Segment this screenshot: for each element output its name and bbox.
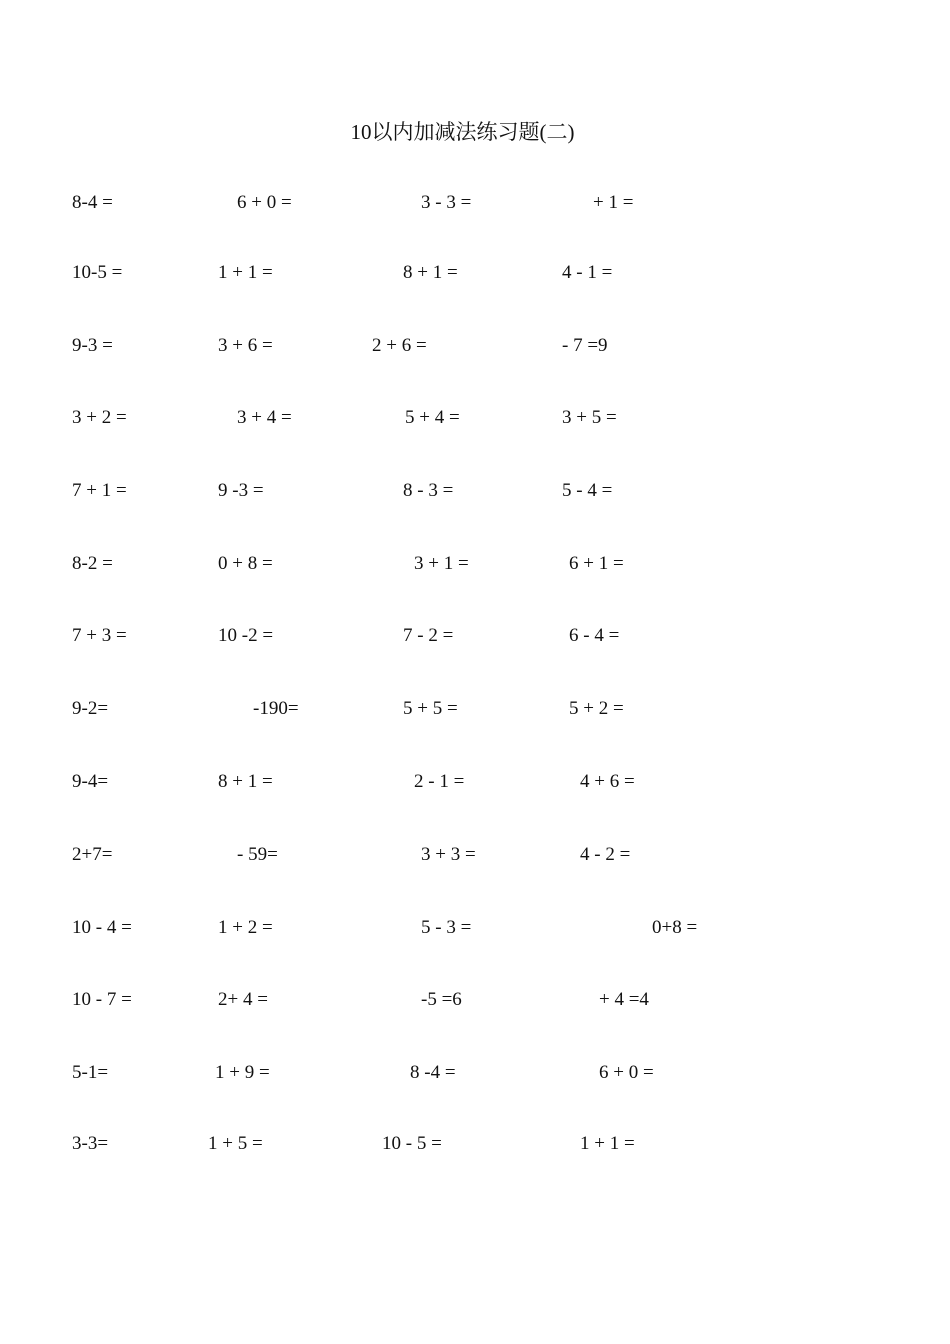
problem-row — [0, 913, 950, 943]
math-problem: -190= — [253, 698, 299, 719]
problem-row — [0, 1058, 950, 1088]
problem-row — [0, 258, 950, 288]
math-problem: 6 - 4 = — [569, 625, 620, 646]
math-problem: 1 + 1 = — [580, 1133, 635, 1154]
math-problem: 3 + 1 = — [414, 553, 469, 574]
math-problem: 3 + 3 = — [421, 844, 476, 865]
math-problem: 8 + 1 = — [403, 262, 458, 283]
problem-row — [0, 840, 950, 870]
math-problem: 8-2 = — [72, 553, 113, 574]
math-problem: 10 - 5 = — [382, 1133, 442, 1154]
problem-row — [0, 767, 950, 797]
math-problem: 6 + 1 = — [569, 553, 624, 574]
math-problem: 1 + 2 = — [218, 917, 273, 938]
math-problem: 9-3 = — [72, 335, 113, 356]
math-problem: 6 + 0 = — [237, 192, 292, 213]
math-problem: 10 - 7 = — [72, 989, 132, 1010]
math-problem: 3 + 5 = — [562, 407, 617, 428]
math-problem: 1 + 5 = — [208, 1133, 263, 1154]
math-problem: - 7 =9 — [562, 335, 608, 356]
math-problem: 3 - 3 = — [421, 192, 472, 213]
problem-row — [0, 985, 950, 1015]
problem-row — [0, 188, 950, 218]
math-problem: 4 + 6 = — [580, 771, 635, 792]
math-problem: 5 - 4 = — [562, 480, 613, 501]
math-problem: 8-4 = — [72, 192, 113, 213]
math-problem: + 1 = — [593, 192, 634, 213]
math-problem: 10 - 4 = — [72, 917, 132, 938]
math-problem: 0 + 8 = — [218, 553, 273, 574]
math-problem: 3 + 2 = — [72, 407, 127, 428]
math-problem: 9 -3 = — [218, 480, 264, 501]
problem-row — [0, 403, 950, 433]
problem-row — [0, 331, 950, 361]
math-problem: -5 =6 — [421, 989, 462, 1010]
page-title: 10以内加减法练习题(二) — [350, 120, 575, 144]
math-problem: 9-2= — [72, 698, 109, 719]
math-problem: 5 + 2 = — [569, 698, 624, 719]
math-problem: 3 + 6 = — [218, 335, 273, 356]
math-problem: 8 + 1 = — [218, 771, 273, 792]
math-problem: 1 + 1 = — [218, 262, 273, 283]
math-problem: 9-4= — [72, 771, 109, 792]
math-problem: - 59= — [237, 844, 278, 865]
math-problem: 5 - 3 = — [421, 917, 472, 938]
math-problem: 2 + 6 = — [372, 335, 427, 356]
math-problem: 7 + 1 = — [72, 480, 127, 501]
math-problem: 6 + 0 = — [599, 1062, 654, 1083]
math-problem: 2+ 4 = — [218, 989, 268, 1010]
math-problem: 8 - 3 = — [403, 480, 454, 501]
math-problem: 2 - 1 = — [414, 771, 465, 792]
math-problem: 0+8 = — [652, 917, 698, 938]
math-problem: 5-1= — [72, 1062, 109, 1083]
problem-row — [0, 476, 950, 506]
math-problem: 8 -4 = — [410, 1062, 456, 1083]
math-problem: + 4 =4 — [599, 989, 649, 1010]
math-problem: 5 + 4 = — [405, 407, 460, 428]
problem-row — [0, 1129, 950, 1159]
math-problem: 7 + 3 = — [72, 625, 127, 646]
math-problem: 4 - 1 = — [562, 262, 613, 283]
math-problem: 3 + 4 = — [237, 407, 292, 428]
math-problem: 5 + 5 = — [403, 698, 458, 719]
math-problem: 2+7= — [72, 844, 113, 865]
math-problem: 10-5 = — [72, 262, 123, 283]
problem-row — [0, 694, 950, 724]
problem-row — [0, 621, 950, 651]
math-problem: 4 - 2 = — [580, 844, 631, 865]
problem-row — [0, 549, 950, 579]
math-problem: 1 + 9 = — [215, 1062, 270, 1083]
math-problem: 10 -2 = — [218, 625, 274, 646]
math-problem: 7 - 2 = — [403, 625, 454, 646]
math-problem: 3-3= — [72, 1133, 109, 1154]
